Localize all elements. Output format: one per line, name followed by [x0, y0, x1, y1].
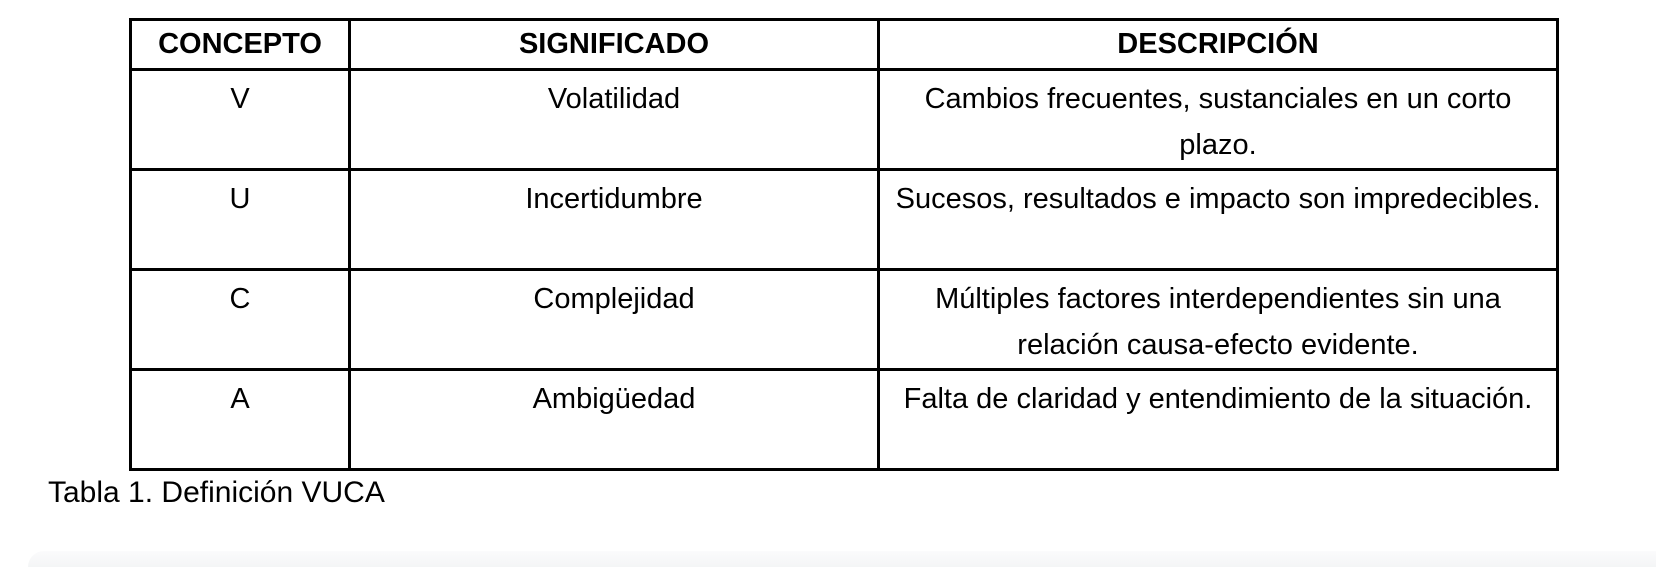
- vuca-table: [129, 18, 1559, 471]
- column-header-significado: SIGNIFICADO: [350, 20, 879, 70]
- table-row: [131, 170, 1558, 270]
- column-header-descripcion: DESCRIPCIÓN: [879, 20, 1558, 70]
- cell-concepto: V: [131, 70, 350, 170]
- cell-concepto: A: [131, 370, 350, 470]
- header-row: [131, 20, 1558, 70]
- cell-significado: Ambigüedad: [350, 370, 879, 470]
- table-row: [131, 70, 1558, 170]
- cell-descripcion: Múltiples factores interdependientes sin una relación causa-efecto evidente.: [879, 270, 1558, 370]
- cell-significado: Complejidad: [350, 270, 879, 370]
- table-row: [131, 270, 1558, 370]
- table-caption: Tabla 1. Definición VUCA: [48, 476, 385, 509]
- cell-significado: Incertidumbre: [350, 170, 879, 270]
- cell-descripcion: Falta de claridad y entendimiento de la situación.: [879, 370, 1558, 470]
- cell-concepto: C: [131, 270, 350, 370]
- column-header-concepto: CONCEPTO: [131, 20, 350, 70]
- cell-descripcion: Cambios frecuentes, sustanciales en un corto plazo.: [879, 70, 1558, 170]
- cell-concepto: U: [131, 170, 350, 270]
- page-bottom-edge-bar: [28, 551, 1656, 567]
- table-row: [131, 370, 1558, 470]
- cell-significado: Volatilidad: [350, 70, 879, 170]
- cell-descripcion: Sucesos, resultados e impacto son impredecibles.: [879, 170, 1558, 270]
